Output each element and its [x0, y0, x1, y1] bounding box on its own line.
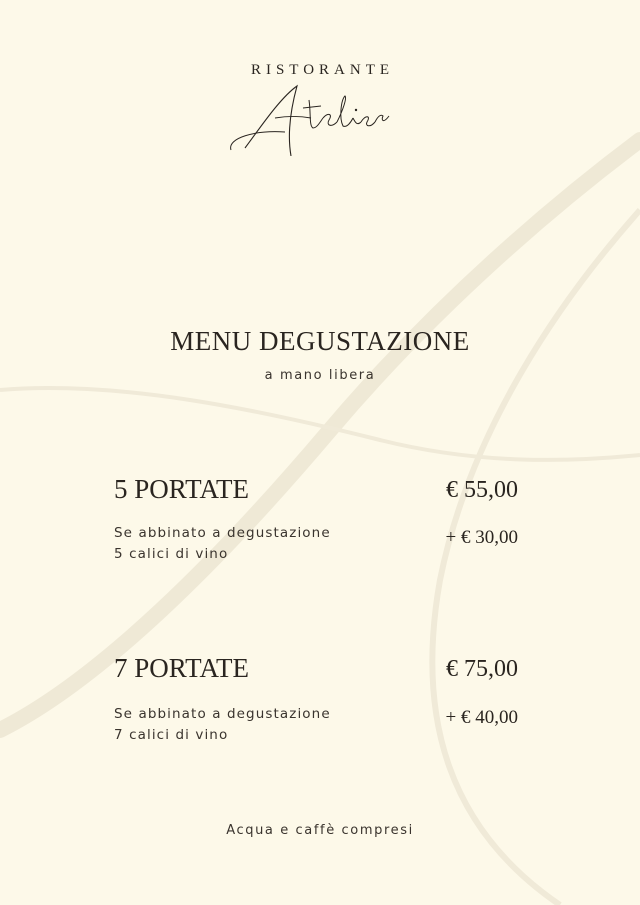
course-price: € 55,00: [446, 477, 518, 503]
pairing-line: 7 calici di vino: [114, 727, 229, 743]
pairing-line: 5 calici di vino: [114, 546, 229, 562]
course-name: 5 PORTATE: [114, 474, 249, 504]
logo-script-signature: [225, 78, 395, 156]
menu-title: MENU DEGUSTAZIONE: [170, 326, 470, 356]
restaurant-logo: [0, 62, 640, 79]
wine-pairing-description: [114, 704, 331, 746]
pairing-line: Se abbinato a degustazione: [114, 706, 331, 722]
course-name: 7 PORTATE: [114, 653, 249, 683]
pairing-line: Se abbinato a degustazione: [114, 525, 331, 541]
logo-top-text: RISTORANTE: [250, 62, 395, 78]
wine-pairing-price: + € 40,00: [445, 707, 518, 728]
menu-subtitle: a mano libera: [264, 368, 376, 383]
course-price: € 75,00: [446, 656, 518, 682]
wine-pairing-price: + € 30,00: [445, 527, 518, 548]
wine-pairing-description: [114, 523, 331, 565]
footer-note: Acqua e caffè compresi: [226, 823, 414, 838]
